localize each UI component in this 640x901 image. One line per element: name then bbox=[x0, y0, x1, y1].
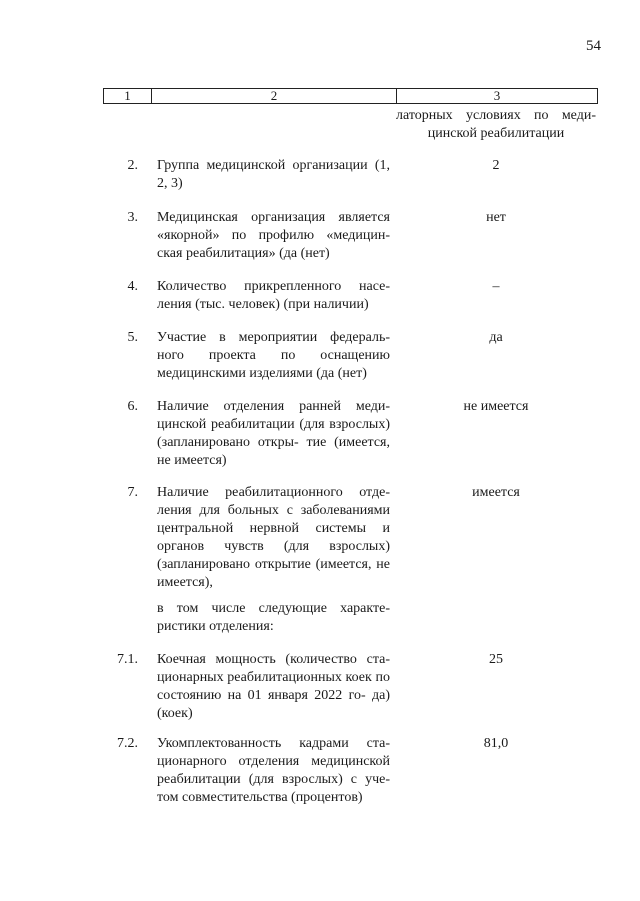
row-label: Коечная мощность (количество ста- ционарных реабилитационных коек по состоянию на 01 января 2022 го- да) (коек) bbox=[157, 652, 390, 721]
row-label: в том числе следующие характе- ристики отделения: bbox=[157, 601, 390, 634]
row-label: Наличие отделения ранней меди- цинской реабилитации (для взрослых) (запланировано откры- тие (имеется, не имеется) bbox=[157, 399, 390, 468]
row-label: Укомплектованность кадрами ста- ционарного отделения медицинской реабилитации (для взрослых) с уче- том совместительства (процентов) bbox=[157, 736, 390, 805]
row-value: – bbox=[492, 279, 500, 294]
column-header-3: 3 bbox=[493, 88, 501, 103]
row-number: 7.1. bbox=[117, 652, 138, 667]
row-number: 4. bbox=[127, 279, 138, 294]
column-header-2: 2 bbox=[152, 89, 397, 103]
row-number: 6. bbox=[127, 399, 138, 414]
row-number: 7. bbox=[127, 485, 138, 500]
row-number: 2. bbox=[127, 158, 138, 173]
row-value: 25 bbox=[489, 652, 503, 667]
row-value: нет bbox=[486, 210, 506, 225]
row-value: 2 bbox=[492, 158, 500, 173]
row-label: Количество прикрепленного насе- ления (тыс. человек) (при наличии) bbox=[157, 279, 390, 312]
row-label: Участие в мероприятии федераль- ного проекта по оснащению медицинскими изделиями (да (нет) bbox=[157, 330, 390, 381]
row-label: Наличие реабилитационного отде- ления для больных с заболеваниями центральной нервной системы и органов чувств (для взрослых) (запланировано открытие (имеется, не имеется), bbox=[157, 485, 390, 590]
row-number: 7.2. bbox=[117, 736, 138, 751]
row-label: Медицинская организация является «якорной» по профилю «медицин- ская реабилитация» (да (нет) bbox=[157, 210, 390, 261]
row-number: 5. bbox=[127, 330, 138, 345]
page-number: 54 bbox=[586, 38, 601, 54]
row-value: имеется bbox=[472, 485, 520, 500]
row-label: Группа медицинской организации (1, 2, 3) bbox=[157, 158, 390, 191]
row-number: 3. bbox=[127, 210, 138, 225]
row-value: 81,0 bbox=[483, 736, 509, 751]
column-header-row bbox=[103, 88, 598, 104]
row-value: да bbox=[489, 330, 503, 345]
column-header-1: 1 bbox=[104, 89, 152, 103]
row-value: не имеется bbox=[463, 399, 529, 414]
continued-value-text: латорных условиях по меди- цинской реабилитации bbox=[396, 108, 596, 141]
